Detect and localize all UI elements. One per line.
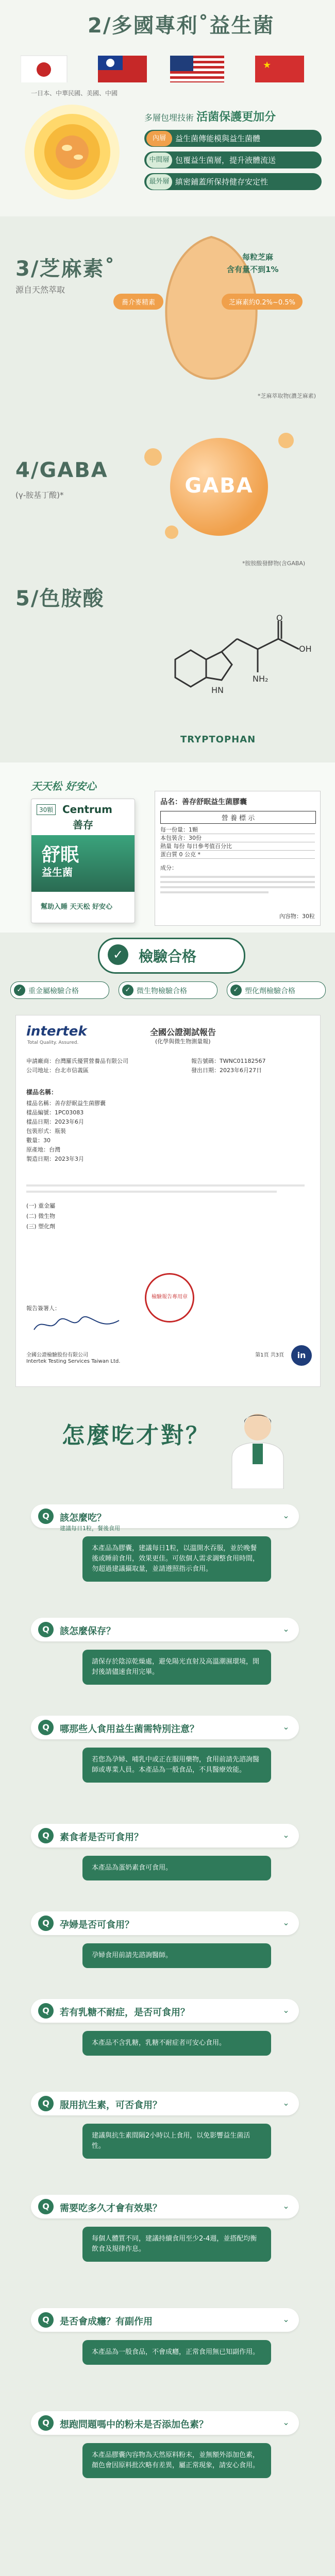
check-icon: ✓ [122, 985, 133, 996]
faq-question-8[interactable] [31, 2195, 299, 2218]
chevron-down-icon: ⌄ [282, 1918, 290, 1927]
sesamin-section [0, 222, 335, 407]
product-box-tagline: 幫助入睡 天天松 好安心 [41, 903, 113, 911]
tryptophan-title: 5/色胺酸 [15, 587, 105, 611]
sesamin-tag-right-1: 每粒芝麻 [242, 252, 274, 262]
report-item: 樣品編號：1PC03083 [26, 1109, 84, 1116]
question-icon: Q [38, 2312, 54, 2328]
faq-question-text: 服用抗生素，可否食用？ [60, 2100, 162, 2111]
product-section [0, 762, 335, 933]
faq-title: 怎麼吃才對？ [62, 1422, 210, 1449]
cert-pill-label: 重金屬檢驗合格 [28, 987, 79, 995]
layer-pill-inner [144, 130, 322, 147]
question-icon: Q [38, 1720, 54, 1735]
molecule-oh: OH [299, 644, 312, 654]
cert-badge [98, 938, 245, 974]
probiotic-title: 2/多國專利˚益生菌 [88, 14, 275, 38]
report-footer-2: Intertek Testing Services Taiwan Ltd. [26, 1359, 121, 1364]
flags-row [21, 52, 309, 82]
molecule-hn: HN [211, 685, 224, 695]
question-icon: Q [38, 2003, 54, 2019]
label-row-3: 蛋白質 0 公克 * [160, 850, 315, 859]
label-title: 品名：善存舒眠益生菌膠囊 [160, 798, 247, 806]
report-items [26, 1099, 181, 1164]
product-box-title: 舒眠 [42, 844, 79, 866]
question-icon: Q [38, 1916, 54, 1931]
probiotic-capsule-illustration [21, 100, 124, 204]
probiotic-layer-icon [21, 100, 124, 204]
sesamin-tag-left: 蕎介麥精素 [113, 294, 163, 310]
faq-question-5[interactable] [31, 1911, 299, 1935]
product-brand: Centrum [62, 803, 112, 816]
layer-badge-middle: 中間層 [146, 152, 172, 168]
faq-answer-1: 本產品為膠囊，建議每日1粒，以溫開水吞服，並於晚餐後或睡前食用，效果更佳。可依個人需求調整食用時間，勿超過建議攝取量，並請遵照指示食用。 [82, 1536, 271, 1582]
cert-pill-micro [119, 981, 217, 999]
faq-question-1-sub: 建議每日1粒，餐後食用 [60, 1525, 120, 1532]
report-test: (三) 塑化劑 [26, 1223, 56, 1230]
faq-answer-8: 每個人體質不同，建議持續食用至少2-4週，並搭配均衡飲食及規律作息。 [82, 2227, 271, 2262]
faq-question-text: 需要吃多久才會有效果？ [60, 2203, 162, 2214]
report-page: 第1頁 共3頁 [255, 1352, 284, 1358]
faq-question-text: 想跑問題嗎中的粉末是否添加色素？ [60, 2419, 208, 2430]
report-subtitle: (化學與微生物測量報) [155, 1038, 211, 1045]
flags-icon [21, 52, 309, 82]
brand-circle-text: in [297, 1350, 306, 1360]
chevron-down-icon: ⌄ [282, 1624, 290, 1634]
chevron-down-icon: ⌄ [282, 1722, 290, 1732]
report-line-0: 申請廠商：台灣羅氏優質營養品有限公司 [26, 1058, 128, 1064]
chevron-down-icon: ⌄ [282, 1511, 290, 1520]
label-ingredients-lines [160, 873, 315, 896]
report-line-3: 發出日期：2023年6月27日 [191, 1067, 262, 1074]
cert-pill-label: 微生物檢驗合格 [137, 987, 187, 995]
doctor-illustration [222, 1406, 294, 1489]
signature-icon [31, 1314, 124, 1335]
flags-caption: 一日本、中華民國、美國、中國 [31, 90, 118, 97]
gaba-subtitle: (γ-胺基丁酸)* [15, 490, 64, 500]
report-items-title: 樣品名稱： [26, 1089, 58, 1096]
product-box-sub: 益生菌 [42, 866, 73, 878]
tryptophan-section [0, 582, 335, 757]
check-icon: ✓ [14, 985, 25, 996]
faq-question-6[interactable] [31, 1999, 299, 2023]
molecule-nh2: NH₂ [253, 674, 269, 684]
faq-question-9[interactable] [31, 2308, 299, 2332]
tryptophan-molecule [155, 613, 320, 726]
gaba-small-dot-2 [278, 433, 294, 448]
report-test: (二) 微生物 [26, 1213, 56, 1219]
label-row-1: 本包裝含：30份 [160, 834, 315, 842]
report-item: 製造日期：2023年3月 [26, 1156, 84, 1162]
gaba-title: 4/GABA [15, 459, 108, 482]
product-box [31, 799, 135, 923]
sesamin-title: 3/芝麻素˚ [15, 257, 116, 281]
report-brand-circle [291, 1345, 312, 1366]
product-badge: 天天松 好安心 [31, 780, 96, 792]
faq-question-7[interactable] [31, 2092, 299, 2115]
intertek-logo: intertek [26, 1024, 87, 1039]
faq-question-text: 素食者是否可食用？ [60, 1832, 143, 1843]
faq-answer-7: 建議與抗生素間隔2小時以上食用，以免影響益生菌活性。 [82, 2124, 271, 2159]
layer-text-middle: 包覆益生菌層，提升液體流送 [175, 156, 276, 165]
faq-question-3[interactable] [31, 1716, 299, 1739]
faq-answer-6: 本產品不含乳糖，乳糖不耐症者可安心食用。 [82, 2031, 271, 2056]
label-header: 營 養 標 示 [160, 811, 316, 824]
report-item: 數量：30 [26, 1137, 51, 1144]
layer-text-inner: 益生菌傳能模與益生菌體 [175, 134, 261, 143]
faq-answer-10: 本產品膠囊內容物為天然原料粉末，並無額外添加色素，顏色會因原料批次略有差異，屬正常現象，請安心食用。 [82, 2443, 271, 2478]
question-icon: Q [38, 2415, 54, 2431]
cert-section [0, 933, 335, 1010]
cert-pill-label: 塑化劑檢驗合格 [245, 987, 295, 995]
cert-pill-metal [10, 981, 109, 999]
report-item: 樣品名稱：善存舒眠益生菌膠囊 [26, 1100, 106, 1107]
faq-question-10[interactable] [31, 2411, 299, 2435]
report-tests [26, 1201, 55, 1232]
faq-question-text: 是否會成癮？有副作用 [60, 2316, 153, 2327]
probiotic-headline [144, 108, 276, 124]
product-label-panel [155, 791, 321, 926]
sesamin-tag-right-2: 含有量不到1% [227, 265, 279, 274]
label-row-2: 熱量 每份 每日參考值百分比 [160, 842, 315, 851]
faq-answer-2: 請保存於陰涼乾燥處，避免陽光直射及高溫潮濕環境，開封後請儘速食用完畢。 [82, 1650, 271, 1685]
faq-section [0, 1401, 335, 2576]
gaba-small-dot-3 [165, 526, 178, 539]
gaba-note: *胺胺酸發酵物(含GABA) [242, 560, 306, 567]
chevron-down-icon: ⌄ [282, 2005, 290, 2015]
signature [31, 1314, 124, 1337]
report-title: 全國公證測試報告 [150, 1027, 216, 1037]
label-ingredients: 成分： [160, 865, 177, 871]
report-test: (一) 重金屬 [26, 1202, 56, 1209]
stamp-text: 檢驗報告專用章 [152, 1294, 188, 1300]
report-item: 包裝形式：瓶裝 [26, 1128, 66, 1134]
report-item: 原產地：台灣 [26, 1146, 60, 1153]
layer-badge-outer: 最外層 [146, 174, 172, 190]
question-icon: Q [38, 1828, 54, 1843]
faq-question-text: 哪那些人食用益生菌需特別注意？ [60, 1724, 199, 1735]
cert-pill-plasticizer [227, 981, 326, 999]
sesamin-tag-right-3: 芝麻素約0.2%~0.5% [222, 294, 303, 310]
layer-pill-outer [144, 173, 322, 190]
faq-answer-4: 本產品為蛋奶素食可食用。 [82, 1856, 271, 1880]
sesamin-note: *芝麻萃取物(濃芝麻素) [258, 393, 316, 399]
chevron-down-icon: ⌄ [282, 2417, 290, 2427]
faq-question-text: 該怎麼保存？ [60, 1626, 115, 1637]
report-sign-label: 報告簽署人： [26, 1305, 60, 1312]
report-footer-1: 全國公證檢驗股份有限公司 [26, 1352, 88, 1358]
label-note: 內容物：30粒 [279, 913, 315, 920]
chevron-down-icon: ⌄ [282, 2201, 290, 2211]
headline-emph: 活菌保護更加分 [196, 111, 276, 124]
label-row-0: 每一份量：1顆 [160, 825, 315, 834]
faq-question-text: 孕婦是否可食用？ [60, 1920, 134, 1930]
molecule-o: O [276, 613, 283, 623]
sesamin-subtitle: 源自天然萃取 [15, 285, 65, 295]
gaba-small-dot-1 [144, 448, 162, 466]
gaba-section [0, 412, 335, 577]
question-icon: Q [38, 1622, 54, 1637]
layer-badge-inner: 內層 [146, 131, 172, 146]
gaba-ball [170, 438, 268, 536]
product-brand-sub: 善存 [73, 819, 93, 831]
doctor-icon [222, 1406, 294, 1489]
tryptophan-label: TRYPTOPHAN [180, 734, 256, 745]
svg-text:★: ★ [263, 60, 272, 71]
cert-pills-row [10, 981, 325, 999]
report-item: 樣品日期：2023年6月 [26, 1118, 84, 1125]
question-icon: Q [38, 2096, 54, 2111]
faq-question-4[interactable] [31, 1824, 299, 1848]
tryptophan-molecule-icon [155, 613, 320, 726]
headline-prefix: 多層包埋技術 [144, 113, 194, 123]
intertek-sub: Total Quality. Assured. [27, 1040, 79, 1045]
report-line-2: 公司地址：台北市信義區 [26, 1067, 89, 1074]
report-stamp [145, 1273, 194, 1323]
faq-question-2[interactable] [31, 1618, 299, 1641]
faq-answer-5: 孕婦食用前請先諮詢醫師。 [82, 1943, 271, 1968]
question-icon: Q [38, 1509, 54, 1524]
chevron-down-icon: ⌄ [282, 2314, 290, 2324]
test-report [15, 1015, 321, 1387]
faq-answer-3: 若您為孕婦、哺乳中或正在服用藥物，食用前請先諮詢醫師或專業人員。本產品為一般食品，不具醫療效能。 [82, 1748, 271, 1783]
layer-pill-middle [144, 151, 322, 168]
probiotic-section [0, 0, 335, 216]
faq-answer-9: 本產品為一般食品，不會成癮，正常食用無已知副作用。 [82, 2340, 271, 2365]
report-text-block [26, 1180, 305, 1197]
question-icon: Q [38, 2199, 54, 2214]
chevron-down-icon: ⌄ [282, 2098, 290, 2108]
cert-title: 檢驗合格 [139, 948, 197, 965]
report-line-1: 報告號碼：TWNC01182567 [191, 1058, 266, 1064]
check-icon: ✓ [230, 985, 242, 996]
faq-question-text: 該怎麼吃？ [60, 1513, 106, 1523]
product-box-count: 30顆 [37, 804, 56, 815]
chevron-down-icon: ⌄ [282, 1830, 290, 1840]
layer-text-outer: 縝密鋪蓋所保持健存安定性 [175, 177, 269, 187]
check-icon: ✓ [108, 944, 128, 965]
gaba-ball-text: GABA [185, 474, 254, 498]
faq-question-text: 若有乳糖不耐症，是否可食用？ [60, 2007, 190, 2018]
